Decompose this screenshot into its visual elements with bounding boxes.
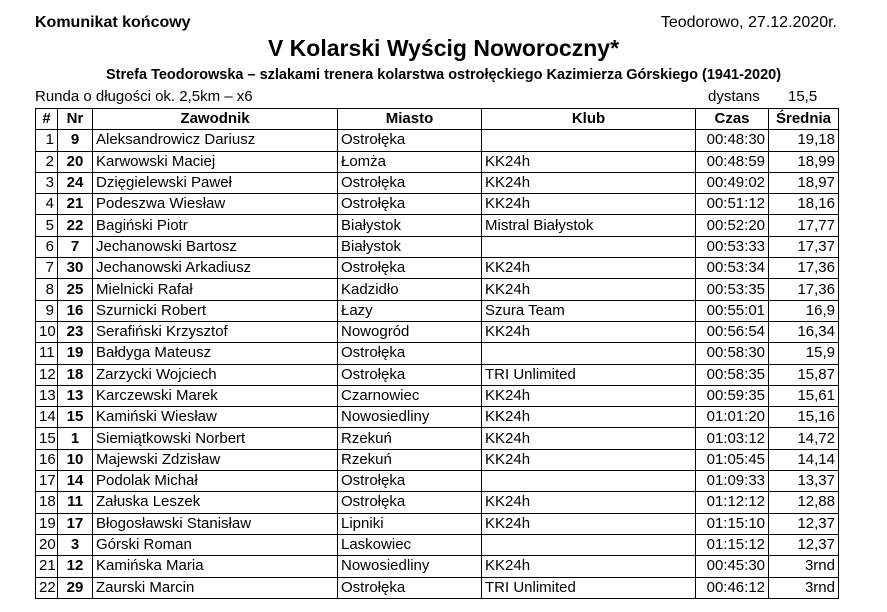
cell-time: 00:53:33 xyxy=(696,236,769,257)
cell-club: Szura Team xyxy=(482,300,696,321)
cell-club: KK24h xyxy=(482,428,696,449)
col-header-time: Czas xyxy=(696,109,769,130)
cell-club: KK24h xyxy=(482,321,696,342)
cell-time: 00:49:02 xyxy=(696,172,769,193)
table-row xyxy=(36,556,839,577)
cell-time: 00:51:12 xyxy=(696,194,769,215)
footer-note xyxy=(35,597,39,612)
cell-city: Czarnowiec xyxy=(338,385,482,406)
table-row xyxy=(36,385,839,406)
document-label: Komunikat końcowy xyxy=(35,14,191,31)
cell-position: 15 xyxy=(36,428,58,449)
cell-average: 17,37 xyxy=(769,236,839,257)
cell-time: 01:15:12 xyxy=(696,534,769,555)
cell-average: 17,77 xyxy=(769,215,839,236)
cell-rider: Bałdyga Mateusz xyxy=(93,343,338,364)
table-row xyxy=(36,215,839,236)
cell-rider: Majewski Zdzisław xyxy=(93,449,338,470)
cell-time: 01:09:33 xyxy=(696,471,769,492)
cell-rider: Mielnicki Rafał xyxy=(93,279,338,300)
results-table xyxy=(35,108,839,599)
cell-city: Łomża xyxy=(338,151,482,172)
cell-average: 12,37 xyxy=(769,513,839,534)
col-header-city: Miasto xyxy=(338,109,482,130)
cell-club: KK24h xyxy=(482,258,696,279)
table-row xyxy=(36,194,839,215)
table-row xyxy=(36,258,839,279)
cell-city: Nowosiedliny xyxy=(338,407,482,428)
cell-position: 19 xyxy=(36,513,58,534)
cell-club: KK24h xyxy=(482,194,696,215)
table-row xyxy=(36,364,839,385)
cell-number: 19 xyxy=(58,343,93,364)
table-row xyxy=(36,407,839,428)
table-row xyxy=(36,236,839,257)
place-date: Teodorowo, 27.12.2020r. xyxy=(660,14,837,31)
table-row xyxy=(36,534,839,555)
cell-number: 30 xyxy=(58,258,93,279)
cell-position: 5 xyxy=(36,215,58,236)
col-header-average: Średnia xyxy=(769,109,839,130)
table-row xyxy=(36,343,839,364)
cell-club: Mistral Białystok xyxy=(482,215,696,236)
cell-position: 16 xyxy=(36,449,58,470)
cell-time: 00:46:12 xyxy=(696,577,769,598)
cell-average: 18,97 xyxy=(769,172,839,193)
cell-rider: Bagiński Piotr xyxy=(93,215,338,236)
cell-time: 00:56:54 xyxy=(696,321,769,342)
cell-club xyxy=(482,343,696,364)
cell-position: 8 xyxy=(36,279,58,300)
cell-position: 7 xyxy=(36,258,58,279)
cell-average: 16,9 xyxy=(769,300,839,321)
cell-time: 00:48:30 xyxy=(696,130,769,151)
cell-city: Nowosiedliny xyxy=(338,556,482,577)
cell-position: 3 xyxy=(36,172,58,193)
cell-number: 7 xyxy=(58,236,93,257)
cell-position: 14 xyxy=(36,407,58,428)
col-header-position: # xyxy=(36,109,58,130)
cell-number: 1 xyxy=(58,428,93,449)
cell-rider: Siemiątkowski Norbert xyxy=(93,428,338,449)
cell-position: 18 xyxy=(36,492,58,513)
table-row xyxy=(36,279,839,300)
cell-rider: Szurnicki Robert xyxy=(93,300,338,321)
cell-club: KK24h xyxy=(482,172,696,193)
cell-position: 9 xyxy=(36,300,58,321)
cell-time: 00:58:35 xyxy=(696,364,769,385)
cell-average: 15,16 xyxy=(769,407,839,428)
cell-city: Ostrołęka xyxy=(338,364,482,385)
cell-position: 12 xyxy=(36,364,58,385)
cell-rider: Zaurski Marcin xyxy=(93,577,338,598)
header-row xyxy=(36,109,839,130)
cell-average: 18,99 xyxy=(769,151,839,172)
cell-number: 21 xyxy=(58,194,93,215)
cell-time: 00:55:01 xyxy=(696,300,769,321)
cell-city: Ostrołęka xyxy=(338,343,482,364)
cell-rider: Aleksandrowicz Dariusz xyxy=(93,130,338,151)
cell-city: Ostrołęka xyxy=(338,172,482,193)
race-subtitle: Strefa Teodorowska – szlakami trenera kolarstwa ostrołęckiego Kazimierza Górskiego (1941-2020) xyxy=(105,67,782,83)
cell-time: 00:52:20 xyxy=(696,215,769,236)
cell-time: 01:12:12 xyxy=(696,492,769,513)
cell-rider: Karwowski Maciej xyxy=(93,151,338,172)
cell-city: Ostrołęka xyxy=(338,577,482,598)
cell-club xyxy=(482,534,696,555)
col-header-club: Klub xyxy=(482,109,696,130)
col-header-number: Nr xyxy=(58,109,93,130)
cell-time: 01:15:10 xyxy=(696,513,769,534)
cell-number: 11 xyxy=(58,492,93,513)
cell-city: Rzekuń xyxy=(338,449,482,470)
table-row xyxy=(36,428,839,449)
cell-position: 20 xyxy=(36,534,58,555)
cell-club: KK24h xyxy=(482,407,696,428)
table-row xyxy=(36,321,839,342)
cell-rider: Podeszwa Wiesław xyxy=(93,194,338,215)
cell-average: 15,87 xyxy=(769,364,839,385)
cell-position: 4 xyxy=(36,194,58,215)
cell-average: 16,34 xyxy=(769,321,839,342)
table-row xyxy=(36,172,839,193)
cell-time: 00:59:35 xyxy=(696,385,769,406)
cell-position: 1 xyxy=(36,130,58,151)
cell-position: 17 xyxy=(36,471,58,492)
cell-city: Lipniki xyxy=(338,513,482,534)
cell-number: 17 xyxy=(58,513,93,534)
cell-number: 20 xyxy=(58,151,93,172)
cell-time: 00:53:34 xyxy=(696,258,769,279)
cell-club: KK24h xyxy=(482,492,696,513)
cell-club xyxy=(482,130,696,151)
cell-average: 13,37 xyxy=(769,471,839,492)
cell-position: 6 xyxy=(36,236,58,257)
cell-city: Ostrołęka xyxy=(338,258,482,279)
cell-average: 15,9 xyxy=(769,343,839,364)
table-row xyxy=(36,130,839,151)
lap-info: Runda o długości ok. 2,5km – x6 xyxy=(35,88,253,105)
cell-position: 21 xyxy=(36,556,58,577)
cell-time: 00:53:35 xyxy=(696,279,769,300)
cell-rider: Dzięgielewski Paweł xyxy=(93,172,338,193)
cell-number: 22 xyxy=(58,215,93,236)
cell-position: 10 xyxy=(36,321,58,342)
cell-club: KK24h xyxy=(482,513,696,534)
cell-number: 12 xyxy=(58,556,93,577)
table-row xyxy=(36,449,839,470)
cell-position: 22 xyxy=(36,577,58,598)
cell-rider: Karczewski Marek xyxy=(93,385,338,406)
cell-number: 18 xyxy=(58,364,93,385)
cell-number: 29 xyxy=(58,577,93,598)
table-row xyxy=(36,577,839,598)
cell-rider: Kamińska Maria xyxy=(93,556,338,577)
cell-rider: Błogosławski Stanisław xyxy=(93,513,338,534)
cell-city: Nowogród xyxy=(338,321,482,342)
cell-number: 24 xyxy=(58,172,93,193)
cell-average: 14,72 xyxy=(769,428,839,449)
cell-rider: Jechanowski Bartosz xyxy=(93,236,338,257)
cell-rider: Jechanowski Arkadiusz xyxy=(93,258,338,279)
cell-city: Ostrołęka xyxy=(338,194,482,215)
cell-time: 01:03:12 xyxy=(696,428,769,449)
distance-label: dystans xyxy=(708,88,760,105)
cell-time: 00:45:30 xyxy=(696,556,769,577)
col-header-rider: Zawodnik xyxy=(93,109,338,130)
cell-position: 11 xyxy=(36,343,58,364)
table-row xyxy=(36,300,839,321)
cell-city: Łazy xyxy=(338,300,482,321)
cell-city: Ostrołęka xyxy=(338,492,482,513)
cell-city: Ostrołęka xyxy=(338,471,482,492)
cell-number: 10 xyxy=(58,449,93,470)
cell-club: KK24h xyxy=(482,385,696,406)
table-row xyxy=(36,513,839,534)
cell-average: 3rnd xyxy=(769,556,839,577)
cell-city: Białystok xyxy=(338,215,482,236)
table-row xyxy=(36,471,839,492)
cell-club: KK24h xyxy=(482,449,696,470)
cell-rider: Serafiński Krzysztof xyxy=(93,321,338,342)
cell-number: 15 xyxy=(58,407,93,428)
cell-city: Białystok xyxy=(338,236,482,257)
cell-number: 13 xyxy=(58,385,93,406)
cell-rider: Załuska Leszek xyxy=(93,492,338,513)
cell-average: 17,36 xyxy=(769,279,839,300)
cell-club xyxy=(482,471,696,492)
cell-club: TRI Unlimited xyxy=(482,577,696,598)
cell-club: TRI Unlimited xyxy=(482,364,696,385)
cell-city: Ostrołęka xyxy=(338,130,482,151)
cell-city: Kadzidło xyxy=(338,279,482,300)
cell-number: 25 xyxy=(58,279,93,300)
cell-position: 13 xyxy=(36,385,58,406)
cell-number: 9 xyxy=(58,130,93,151)
cell-number: 14 xyxy=(58,471,93,492)
cell-time: 01:05:45 xyxy=(696,449,769,470)
cell-average: 12,88 xyxy=(769,492,839,513)
cell-time: 01:01:20 xyxy=(696,407,769,428)
cell-average: 12,37 xyxy=(769,534,839,555)
cell-average: 14,14 xyxy=(769,449,839,470)
cell-rider: Kamiński Wiesław xyxy=(93,407,338,428)
cell-time: 00:48:59 xyxy=(696,151,769,172)
cell-position: 2 xyxy=(36,151,58,172)
cell-club xyxy=(482,236,696,257)
race-title: V Kolarski Wyścig Noworoczny* xyxy=(267,35,620,61)
cell-number: 3 xyxy=(58,534,93,555)
cell-time: 00:58:30 xyxy=(696,343,769,364)
cell-average: 17,36 xyxy=(769,258,839,279)
cell-club: KK24h xyxy=(482,151,696,172)
cell-number: 23 xyxy=(58,321,93,342)
cell-average: 3rnd xyxy=(769,577,839,598)
cell-club: KK24h xyxy=(482,279,696,300)
table-row xyxy=(36,151,839,172)
cell-rider: Podolak Michał xyxy=(93,471,338,492)
cell-average: 19,18 xyxy=(769,130,839,151)
cell-rider: Górski Roman xyxy=(93,534,338,555)
cell-club: KK24h xyxy=(482,556,696,577)
cell-city: Laskowiec xyxy=(338,534,482,555)
distance-value: 15,5 xyxy=(788,88,818,105)
cell-average: 18,16 xyxy=(769,194,839,215)
cell-average: 15,61 xyxy=(769,385,839,406)
cell-number: 16 xyxy=(58,300,93,321)
cell-city: Rzekuń xyxy=(338,428,482,449)
cell-rider: Zarzycki Wojciech xyxy=(93,364,338,385)
table-row xyxy=(36,492,839,513)
